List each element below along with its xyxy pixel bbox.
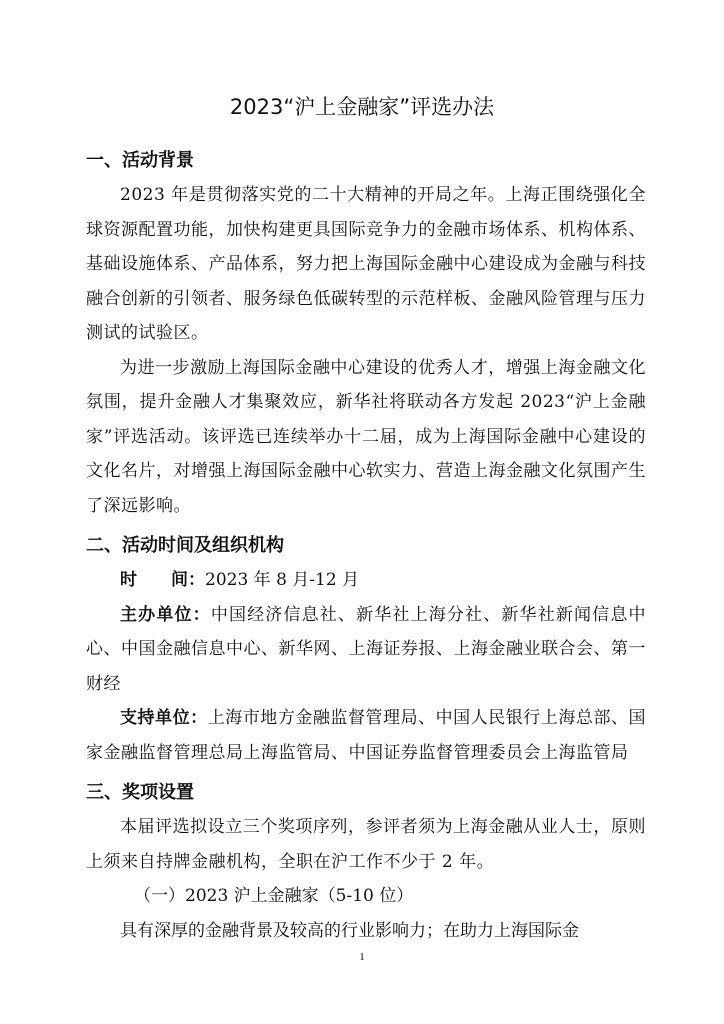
support-value: 上海市地方金融监督管理局、中国人民银行上海总部、国家金融监督管理总局上海监管局、中国证券监督管理委员会上海监管局 xyxy=(86,708,647,763)
section-heading-time-organization: 二、活动时间及组织机构 xyxy=(86,535,284,556)
time-value: 2023 年 8 月-12 月 xyxy=(205,570,360,590)
document-title: 2023“沪上金融家”评选办法 xyxy=(229,95,495,119)
host-value: 中国经济信息社、新华社上海分社、新华社新闻信息中心、中国金融信息中心、新华网、上海证券报、上海金融业联合会、第一财经 xyxy=(86,604,647,694)
section-heading-background: 一、活动背景 xyxy=(86,150,194,171)
document-body xyxy=(86,143,646,948)
event-time-line xyxy=(86,563,646,598)
background-paragraph-2: 为进一步激励上海国际金融中心建设的优秀人才，增强上海金融文化氛围，提升金融人才集聚效应，新华社将联动各方发起 2023“沪上金融家”评选活动。该评选已连续举办十二届，成为上海国际金融中心建设的文化名片，对增强上海国际金融中心软实力、营造上海金融文化氛围产生了深远影响。 xyxy=(86,357,646,516)
support-units-paragraph xyxy=(86,701,646,770)
host-units-paragraph xyxy=(86,598,646,702)
background-paragraph-1: 2023 年是贯彻落实党的二十大精神的开局之年。上海正围绕强化全球资源配置功能，加快构建更具国际竞争力的金融市场体系、机构体系、基础设施体系、产品体系，努力把上海国际金融中心建设成为金融与科技融合创新的引领者、服务绿色低碳转型的示范样板、金融风险管理与压力测试的试验区。 xyxy=(86,185,646,343)
section-heading-awards: 三、奖项设置 xyxy=(86,782,194,803)
awards-paragraph-2: 具有深厚的金融背景及较高的行业影响力；在助力上海国际金 xyxy=(120,920,579,941)
award-subheading-1: （一）2023 沪上金融家（5-10 位） xyxy=(134,886,414,906)
awards-paragraph-1: 本届评选拟设立三个奖项序列，参评者须为上海金融从业人士，原则上须来自持牌金融机构，全职在沪工作不少于 2 年。 xyxy=(86,817,646,872)
time-label: 时 间： xyxy=(120,570,205,590)
host-label: 主办单位： xyxy=(120,604,211,625)
support-label: 支持单位： xyxy=(120,708,208,728)
page-number: 1 xyxy=(359,951,365,963)
